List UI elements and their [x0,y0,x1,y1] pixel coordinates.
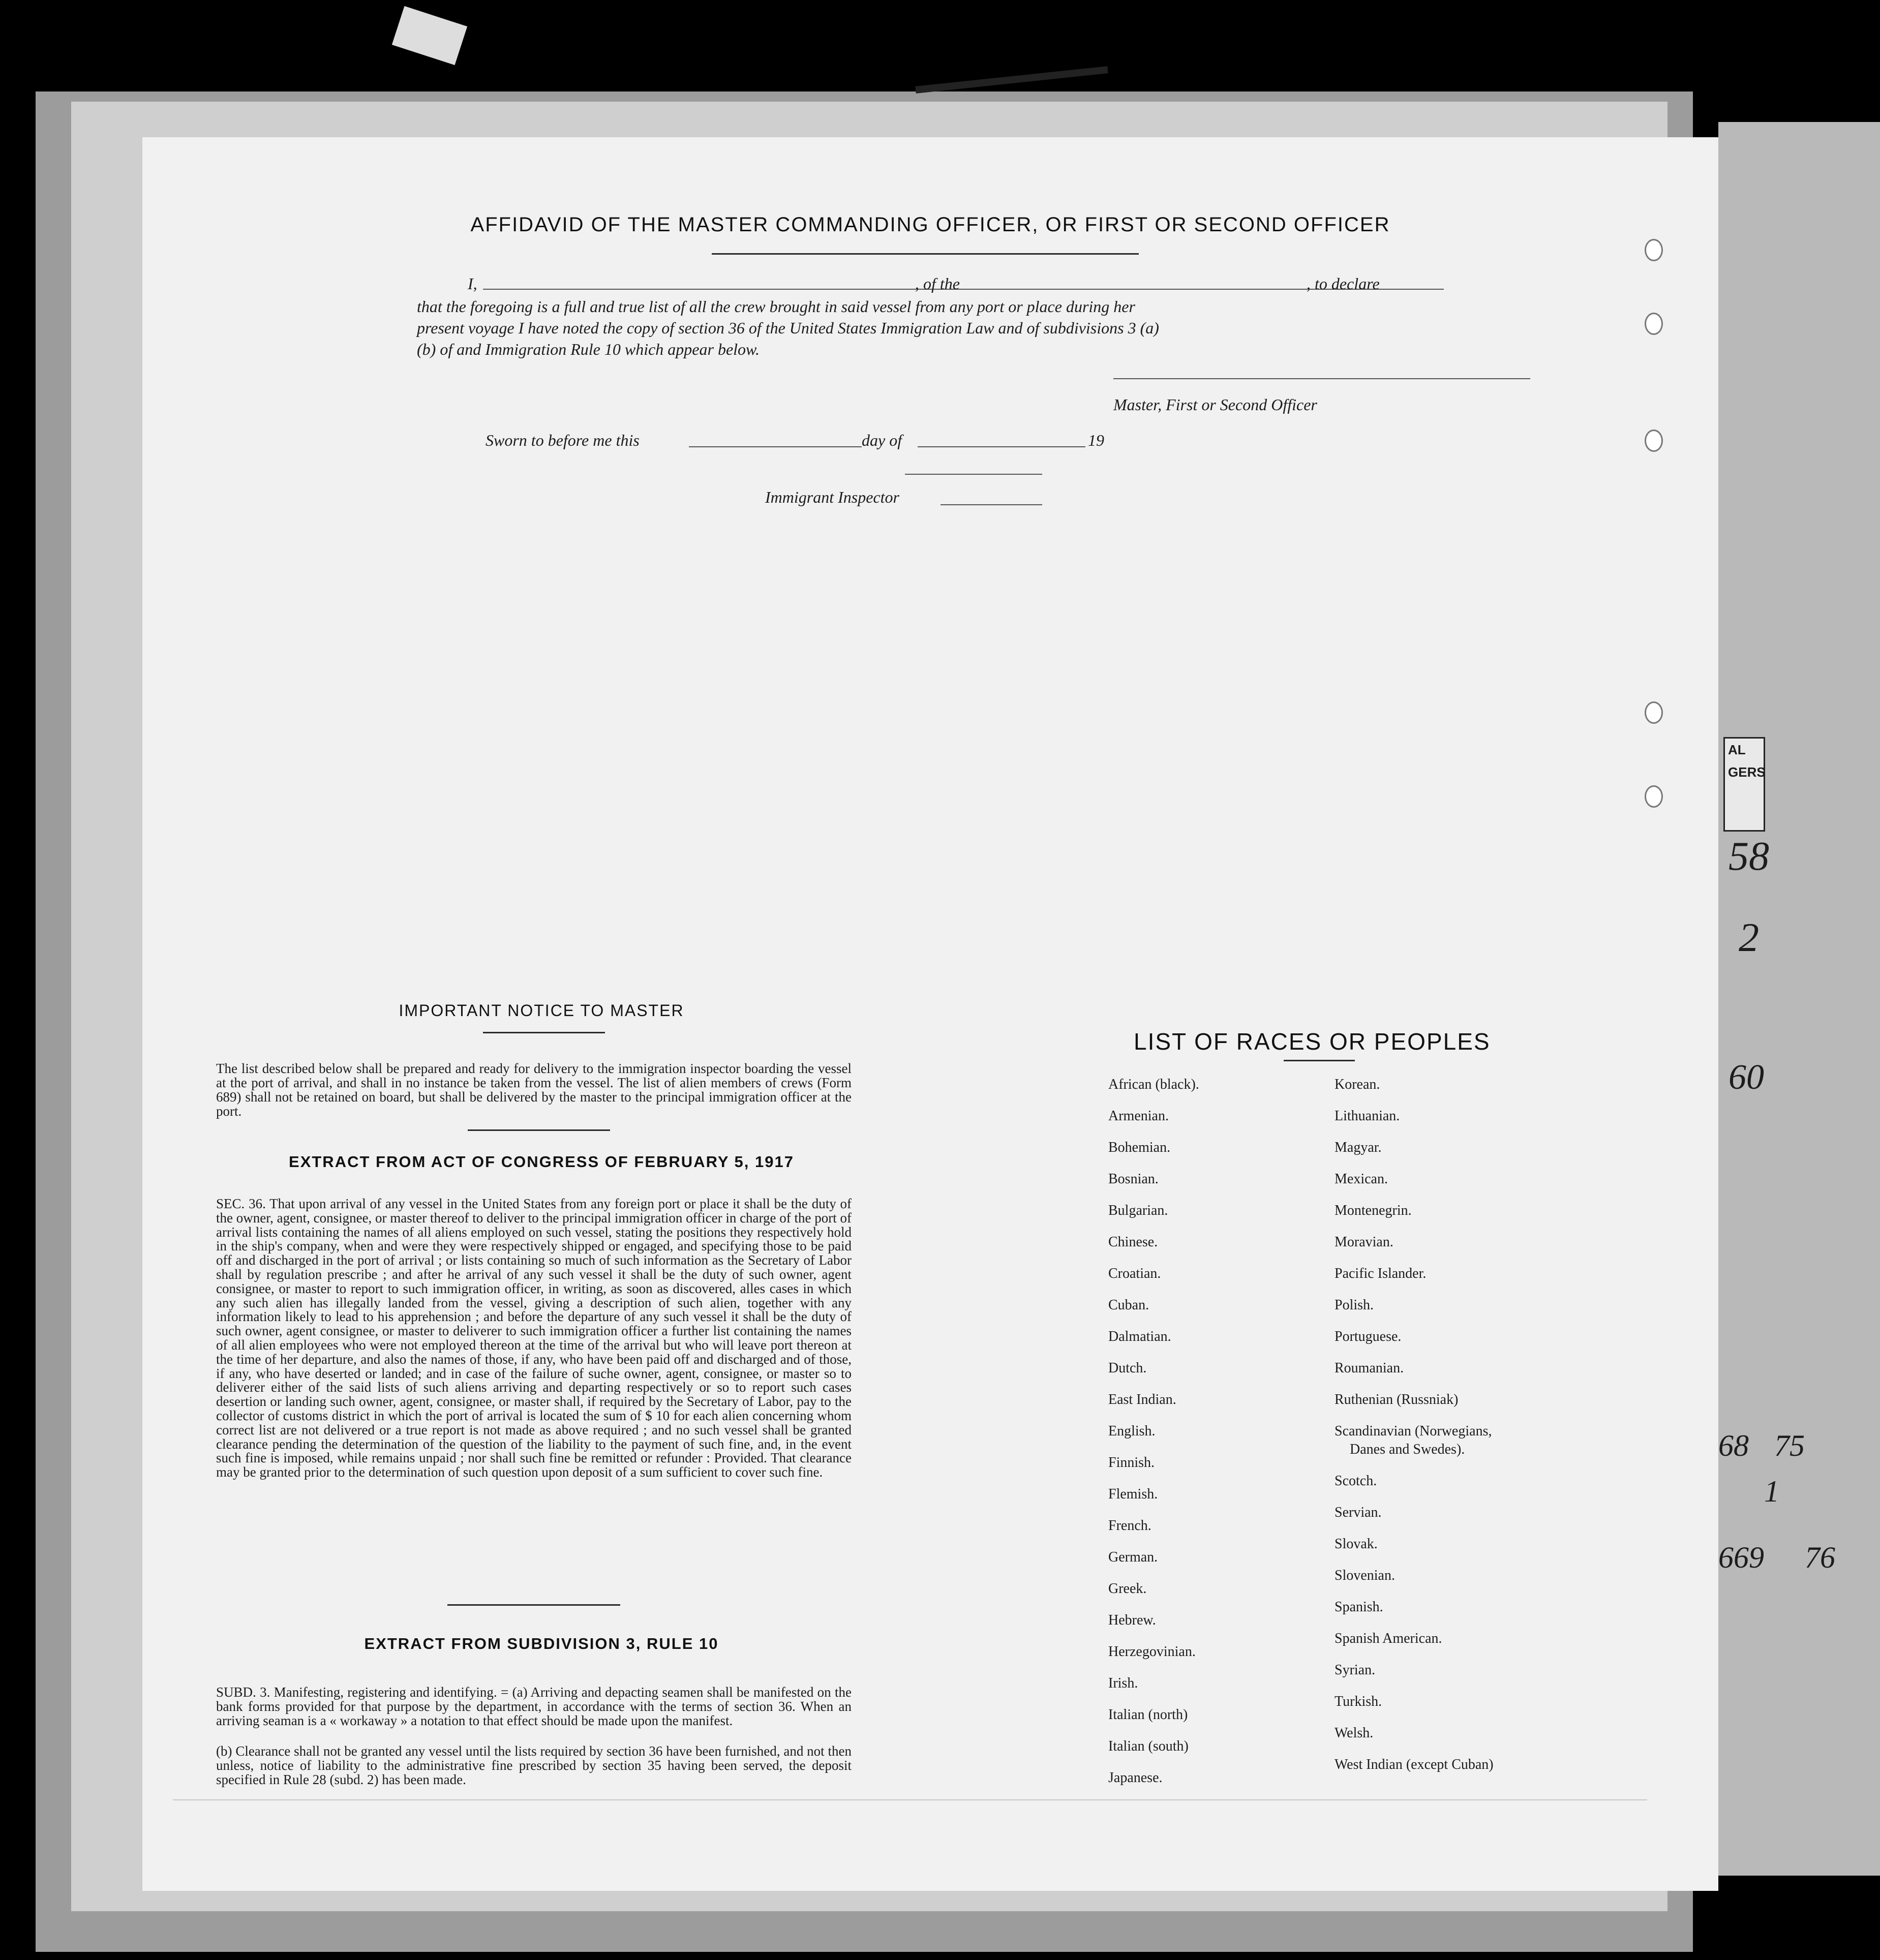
ink-mark [915,66,1108,94]
punch-hole [1645,430,1663,452]
affidavit-title: AFFIDAVID OF THE MASTER COMMANDING OFFICER, OR FIRST OR SECOND OFFICER [470,213,1390,236]
race-item: Ruthenian (Russniak) [1335,1392,1459,1407]
race-item: Slovak. [1335,1536,1378,1552]
race-item: French. [1108,1518,1151,1534]
race-item: Italian (south) [1108,1738,1189,1754]
race-item: German. [1108,1549,1158,1565]
inspector-line [905,474,1042,475]
handwritten-number: 58 [1729,834,1769,879]
stamp-text-2: GERS [1728,764,1766,780]
handwritten-number: 68 [1718,1429,1749,1462]
race-item: Japanese. [1108,1770,1163,1786]
sworn-day-blank [689,446,862,447]
handwritten-number: 2 [1739,915,1759,960]
race-item: Finnish. [1108,1455,1155,1471]
races-title: LIST OF RACES OR PEOPLES [1134,1028,1491,1055]
race-item: Pacific Islander. [1335,1266,1427,1281]
year-label: 19 [1088,431,1104,449]
race-item: Montenegrin. [1335,1203,1412,1218]
month-blank [918,446,1085,447]
races-underline [1284,1060,1355,1061]
handwritten-number: 669 [1718,1541,1764,1574]
race-item: Croatian. [1108,1266,1161,1281]
race-item: East Indian. [1108,1392,1176,1407]
signature-label: Master, First or Second Officer [1113,395,1317,414]
punch-hole [1645,239,1663,261]
race-item: Slovenian. [1335,1568,1395,1583]
notice-title: IMPORTANT NOTICE TO MASTER [399,1001,684,1020]
punch-hole [1645,701,1663,724]
race-item: Spanish American. [1335,1631,1442,1646]
notice-separator [468,1129,610,1131]
race-item: Cuban. [1108,1297,1149,1313]
extract2-text-b: (b) Clearance shall not be granted any vessel until the lists required by section 36 have been furnished, and not then unless, notice of liability to the administrative fine prescribed by section 35 having been served, the deposit specified in Rule 28 (subd. 2) has been made. [216,1743,852,1787]
bleed-through-line [173,1799,1647,1800]
race-item: Italian (north) [1108,1707,1188,1723]
paper-scrap [392,6,467,65]
race-item: Roumanian. [1335,1360,1404,1376]
extract2-title: EXTRACT FROM SUBDIVISION 3, RULE 10 [364,1635,719,1652]
race-item: Polish. [1335,1297,1374,1313]
affidavit-page [142,137,1718,1891]
day-of-label: day of [862,431,902,449]
race-item: Bohemian. [1108,1140,1171,1155]
stamp-text-1: AL [1728,742,1746,757]
handwritten-number: 75 [1774,1429,1805,1462]
extract1-text: SEC. 36. That upon arrival of any vessel in the United States from any foreign port or place it shall be the duty of the owner, agent, consignee, or master thereof to deliver to the principal immigration officer in charge of the port of arrival lists containing the names of all aliens employed on such vessel, stating the positions they respectively hold in the ship's company, when and were they were respectively shipped or engaged, and specifying those to be paid off and discharged in the port of arrival ; or lists containing so much of such information as the Secretary of Labor shall by regulation prescribe ; and after he arrival of any such vessel it shall be the duty of such owner, agent consignee, or master to report to such immigration officer, in writing, as soon as discovered, alles cases in which any such alien has illegally landed from the vessel, giving a description of such alien, together with any information likely to lead to his apprehension ; and before the departure of any such vessel it shall be the duty of such owner, agent consignee, or master to deliverer to such immigration officer a further list containing the names of all alien employees who were not employed thereon at the time of the arrival but who will leave port thereon at the time of her departure, and also the names of those, if any, who have been paid off and discharged and of those, if any, who have deserted or landed; and in case of the failure of suche owner, agent, consignee, or master so to deliverer either of the said lists of such aliens arriving and departing respectively or so to report such cases desertion or landing such owner, agent, consignee, or master shall, if required by the Secretary of Labor, pay to the collector of customs district in which the port of arrival is located the sum of $ 10 for each alien concerning whom correct list are not delivered or a true report is not made as above required ; and no such vessel shall be granted clearance pending the determination of the question of the liability to the payment of such fine, and, in the event such fine is imposed, while remains unpaid ; nor shall such fine be remitted or refunder : Provided. That clearance may be granted prior to the determination of such question upon deposit of a sum sufficient to cover such fine. [216,1196,852,1480]
race-item: Lithuanian. [1335,1108,1400,1124]
race-item: Portuguese. [1335,1329,1402,1344]
race-item: Syrian. [1335,1662,1376,1678]
extract2-text-a: SUBD. 3. Manifesting, registering and identifying. = (a) Arriving and depacting seamen shall be manifested on the bank forms provided for that purpose by the department, in accordance with the terms of section 36. When an arriving seaman is a « workaway » a notation to that effect should be made upon the manifest. [216,1685,852,1728]
race-item: Bulgarian. [1108,1203,1168,1218]
race-item: Korean. [1335,1077,1380,1092]
race-item: Welsh. [1335,1725,1374,1741]
stamp-box [1723,737,1765,832]
race-item: Dutch. [1108,1360,1147,1376]
notice-underline [483,1032,605,1033]
race-item: West Indian (except Cuban) [1335,1757,1494,1772]
race-item: Magyar. [1335,1140,1382,1155]
race-item: English. [1108,1423,1156,1439]
signature-line [1113,378,1530,379]
inspector-line-2 [941,504,1042,505]
race-item: Turkish. [1335,1694,1382,1709]
sworn-label: Sworn to before me this [486,431,640,449]
race-item: Hebrew. [1108,1612,1156,1628]
notice-text: The list described below shall be prepared and ready for delivery to the immigration inspector boarding the vessel at the port of arrival, and shall in no instance be taken from the vessel. The list of alien members of crews (Form 689) shall not be retained on board, but shall be delivered by the master to the principal immigration officer at the port. [216,1061,852,1119]
handwritten-number: 60 [1729,1058,1764,1097]
right-margin-strip [1718,122,1880,1876]
affidavit-body: that the foregoing is a full and true list of all the crew brought in said vessel from any port or place during her present voyage I have noted the copy of section 36 of the United States Immigration Law and of subdivisions 3 (a) (b) of and Immigration Rule 10 which appear below. [417,297,1159,358]
race-item: Mexican. [1335,1171,1388,1187]
race-item: Dalmatian. [1108,1329,1171,1344]
race-item: Greek. [1108,1581,1147,1597]
race-item: Scotch. [1335,1473,1377,1489]
race-item: Herzegovinian. [1108,1644,1196,1660]
affidavit-declare-label: , to declare [1307,274,1380,293]
title-underline [712,253,1139,255]
race-item: African (black). [1108,1077,1199,1092]
race-item: Spanish. [1335,1599,1383,1615]
handwritten-number: 76 [1805,1541,1835,1574]
race-item: Bosnian. [1108,1171,1159,1187]
race-item: Irish. [1108,1675,1138,1691]
race-item: Servian. [1335,1505,1382,1520]
race-item: Moravian. [1335,1234,1393,1250]
race-item: Danes and Swedes). [1350,1442,1465,1457]
handwritten-number: 1 [1764,1475,1779,1508]
affidavit-i-label: I, [468,274,477,293]
race-item: Flemish. [1108,1486,1158,1502]
punch-hole [1645,313,1663,335]
race-item: Scandinavian (Norwegians, [1335,1423,1492,1439]
inspector-label: Immigrant Inspector [765,488,899,506]
affidavit-of-label: , of the [915,274,960,293]
extract1-separator [447,1604,620,1606]
punch-hole [1645,785,1663,808]
extract1-title: EXTRACT FROM ACT OF CONGRESS OF FEBRUARY 5, 1917 [289,1153,794,1171]
name-blank [483,289,1052,290]
race-item: Chinese. [1108,1234,1158,1250]
race-item: Armenian. [1108,1108,1169,1124]
